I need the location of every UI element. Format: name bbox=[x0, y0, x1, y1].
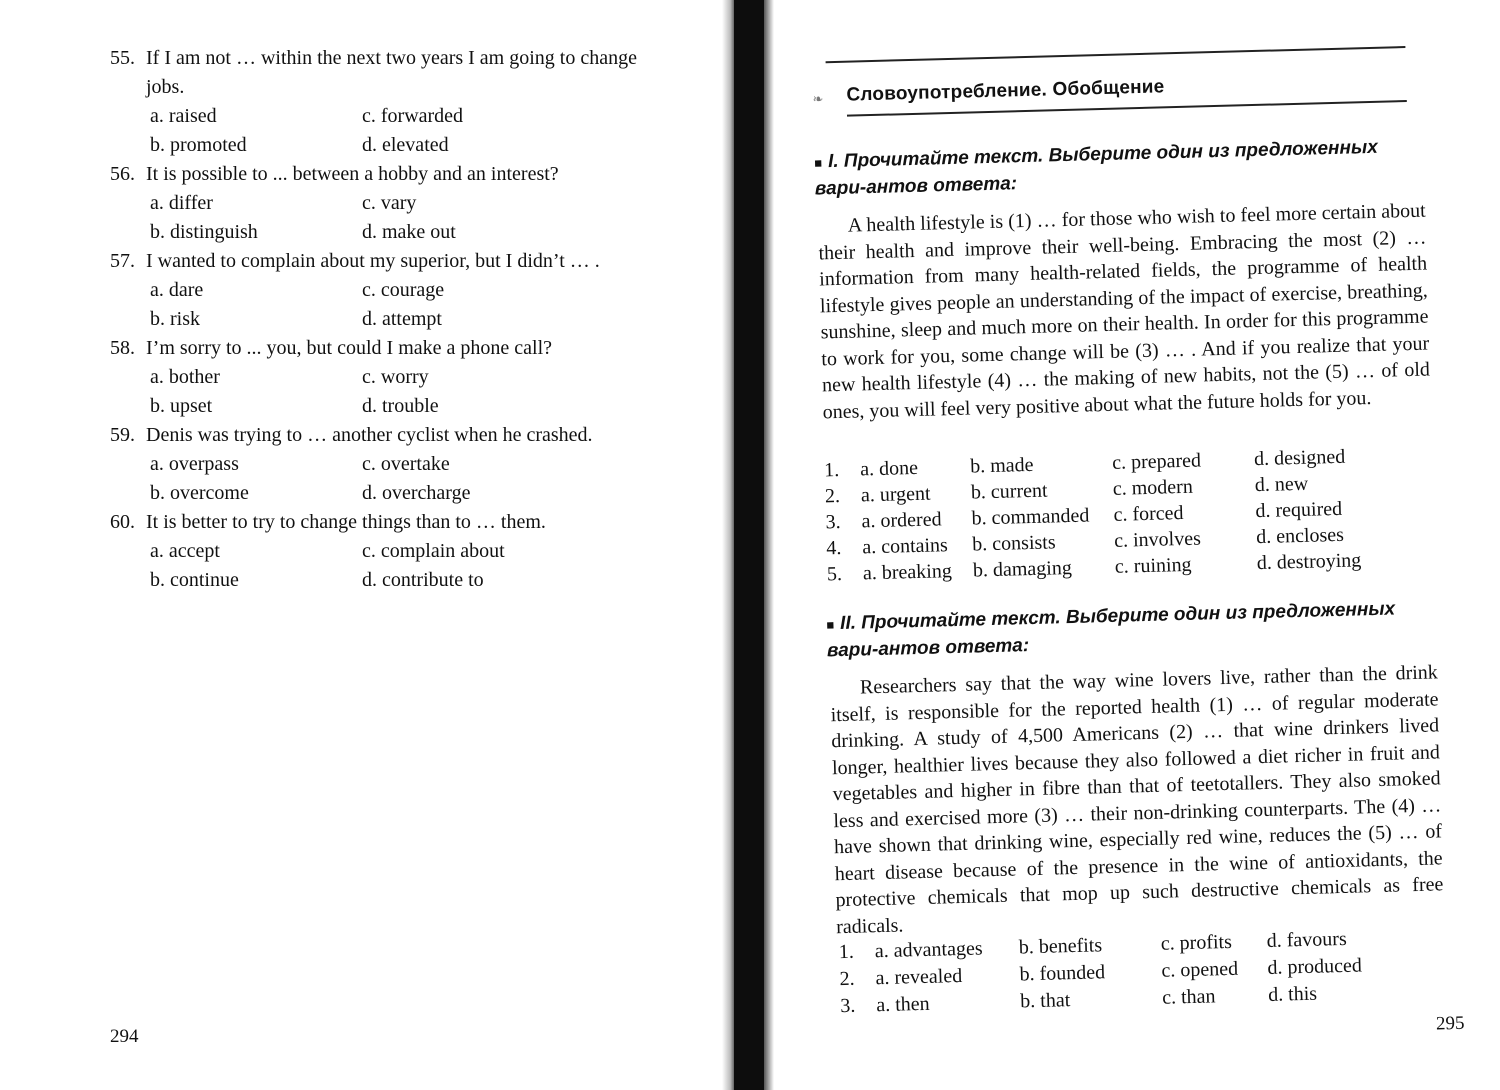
option-d: d. overcharge bbox=[362, 482, 471, 504]
option-d: d. trouble bbox=[362, 395, 439, 417]
question-text: Denis was trying to … another cyclist when he crashed. bbox=[146, 424, 593, 446]
option-a: a. advantages bbox=[874, 937, 983, 963]
task-marker-icon: ■ bbox=[826, 617, 835, 633]
option-a: a. overpass bbox=[150, 453, 239, 475]
option-c: c. courage bbox=[362, 279, 445, 301]
option-d: d. favours bbox=[1266, 927, 1347, 952]
section-title: Словоупотребление. Обобщение bbox=[846, 76, 1165, 106]
answer-options bbox=[150, 363, 730, 421]
option-b: b. distinguish bbox=[150, 221, 258, 243]
option-b: b. that bbox=[1019, 989, 1071, 1013]
item-number: 4. bbox=[826, 536, 842, 560]
option-c: c. complain about bbox=[362, 540, 505, 562]
item-number: 3. bbox=[840, 994, 856, 1018]
task-2-text bbox=[830, 659, 1445, 940]
task-2-heading-text: II. Прочитайте текст. Выберите один из предложенных вари-антов ответа: bbox=[826, 598, 1396, 662]
option-b: b. promoted bbox=[150, 134, 247, 156]
item-number: 1. bbox=[838, 940, 855, 964]
answer-options bbox=[150, 450, 730, 508]
answer-options bbox=[150, 189, 730, 247]
question-text: It is better to try to change things than to … them. bbox=[146, 511, 546, 533]
header-rule-top bbox=[826, 46, 1406, 63]
option-c: c. overtake bbox=[362, 453, 450, 475]
page-number: 294 bbox=[110, 1026, 139, 1047]
task-marker-icon: ■ bbox=[814, 155, 823, 171]
question-number: 56. bbox=[110, 163, 135, 185]
question-number: 59. bbox=[110, 424, 135, 446]
option-b: b. consists bbox=[971, 531, 1056, 556]
option-c: c. worry bbox=[362, 366, 429, 388]
question-text: I’m sorry to ... you, but could I make a phone call? bbox=[146, 337, 552, 359]
item-number: 3. bbox=[825, 510, 841, 534]
option-d: d. make out bbox=[362, 221, 456, 243]
task-2-heading bbox=[826, 595, 1437, 664]
option-a: a. differ bbox=[150, 192, 213, 214]
option-a: a. contains bbox=[862, 534, 949, 559]
option-c: c. modern bbox=[1112, 475, 1194, 500]
task-2-paragraph: Researchers say that the way wine lovers live, rather than the drink itself, is responsible for the reported health (1) … of regular moderate drinking. A study of 4,500 Americans (2) … that wine drinkers lived longer, healthier lives because they also followed a diet richer in fruit and vegetables and higher in fibre than that of teetotallers. They also smoked less and exercised more (3) … their non-drinking counterparts. The (4) … have shown that drinking wine, especially red wine, reduces the (5) … of heart disease because of the presence in the wine of antioxidants, the protective chemicals that mop up such destructive chemicals as free radicals. bbox=[830, 661, 1444, 938]
option-c: c. forwarded bbox=[362, 105, 464, 127]
option-b: b. founded bbox=[1019, 961, 1106, 986]
task-1-answer-table bbox=[824, 441, 1447, 587]
question-number: 57. bbox=[110, 250, 135, 272]
option-d: d. encloses bbox=[1255, 523, 1345, 549]
option-d: d. attempt bbox=[362, 308, 442, 330]
task-1-text bbox=[818, 198, 1431, 426]
answer-options bbox=[150, 537, 730, 595]
option-a: a. breaking bbox=[862, 560, 953, 585]
answer-options bbox=[150, 102, 730, 160]
question-number: 60. bbox=[110, 511, 135, 533]
option-c: c. prepared bbox=[1111, 449, 1202, 474]
question-text: It is possible to ... between a hobby and an interest? bbox=[146, 163, 559, 185]
question-57 bbox=[110, 247, 730, 334]
left-page bbox=[0, 0, 735, 1090]
option-b: b. upset bbox=[150, 395, 213, 417]
question-55 bbox=[110, 44, 730, 160]
question-number: 58. bbox=[110, 337, 135, 359]
question-58 bbox=[110, 334, 730, 421]
option-b: b. damaging bbox=[972, 556, 1073, 582]
option-d: d. required bbox=[1255, 497, 1343, 523]
right-page bbox=[795, 23, 1472, 1080]
option-a: a. bother bbox=[150, 366, 220, 388]
option-d: d. contribute to bbox=[362, 569, 484, 591]
question-56 bbox=[110, 160, 730, 247]
task-1-heading-text: I. Прочитайте текст. Выберите один из предложенных вари-антов ответа: bbox=[814, 136, 1379, 200]
gutter-shadow bbox=[722, 0, 734, 1090]
option-a: a. urgent bbox=[860, 482, 931, 507]
task-1-heading bbox=[814, 134, 1425, 203]
option-b: b. made bbox=[969, 453, 1034, 478]
book-spine-gutter bbox=[734, 0, 764, 1090]
answer-options bbox=[150, 276, 730, 334]
option-a: a. raised bbox=[150, 105, 217, 127]
page-number: 295 bbox=[1435, 1012, 1465, 1035]
option-c: c. ruining bbox=[1114, 553, 1192, 578]
option-d: d. elevated bbox=[362, 134, 449, 156]
option-b: b. risk bbox=[150, 308, 200, 330]
option-b: b. benefits bbox=[1018, 934, 1103, 959]
option-c: c. involves bbox=[1113, 527, 1202, 552]
option-c: c. opened bbox=[1161, 957, 1239, 982]
item-number: 1. bbox=[823, 458, 840, 482]
item-number: 2. bbox=[839, 967, 855, 991]
option-b: b. continue bbox=[150, 569, 239, 591]
question-text: I wanted to complain about my superior, but I didn’t … . bbox=[146, 250, 600, 272]
option-b: b. current bbox=[970, 479, 1048, 504]
question-number: 55. bbox=[110, 47, 135, 69]
option-a: a. revealed bbox=[875, 964, 963, 990]
option-d: d. produced bbox=[1267, 954, 1363, 979]
option-a: a. dare bbox=[150, 279, 204, 301]
option-a: a. accept bbox=[150, 540, 220, 562]
option-d: d. this bbox=[1267, 982, 1318, 1006]
option-a: a. done bbox=[859, 456, 919, 481]
option-b: b. overcome bbox=[150, 482, 249, 504]
item-number: 5. bbox=[826, 562, 843, 586]
option-c: c. vary bbox=[362, 192, 417, 214]
gutter-edge bbox=[764, 0, 774, 1090]
option-a: a. then bbox=[876, 992, 930, 1017]
question-60 bbox=[110, 508, 730, 595]
option-d: d. designed bbox=[1253, 445, 1346, 471]
item-number: 2. bbox=[824, 484, 841, 508]
option-d: d. new bbox=[1254, 472, 1309, 497]
option-a: a. ordered bbox=[861, 508, 942, 533]
option-d: d. destroying bbox=[1256, 549, 1362, 575]
task-1-paragraph: A health lifestyle is (1) … for those who wish to feel more certain about their health and improve their well-being. Embracing the most (2) … information from many health-related fields, the programme of health lifestyle gives people an understanding of the impact of exercise, breathing, sunshine, sleep and much more on their health. In order for this programme to work for you, some change will be (3) … . And if you realize that your new health lifestyle (4) … the making of new habits, not the (5) … of old ones, you will feel very positive about what the future holds for you. bbox=[818, 199, 1431, 423]
option-c: c. forced bbox=[1113, 501, 1184, 526]
question-59 bbox=[110, 421, 730, 508]
question-text-continued: jobs. bbox=[146, 76, 185, 98]
option-c: c. than bbox=[1161, 985, 1216, 1009]
task-2-answer-table bbox=[839, 923, 1461, 1020]
option-c: c. profits bbox=[1160, 930, 1233, 955]
question-text: If I am not … within the next two years I am going to change bbox=[146, 47, 637, 69]
option-b: b. commanded bbox=[971, 504, 1090, 530]
section-marker-icon: ❧ bbox=[812, 91, 824, 107]
